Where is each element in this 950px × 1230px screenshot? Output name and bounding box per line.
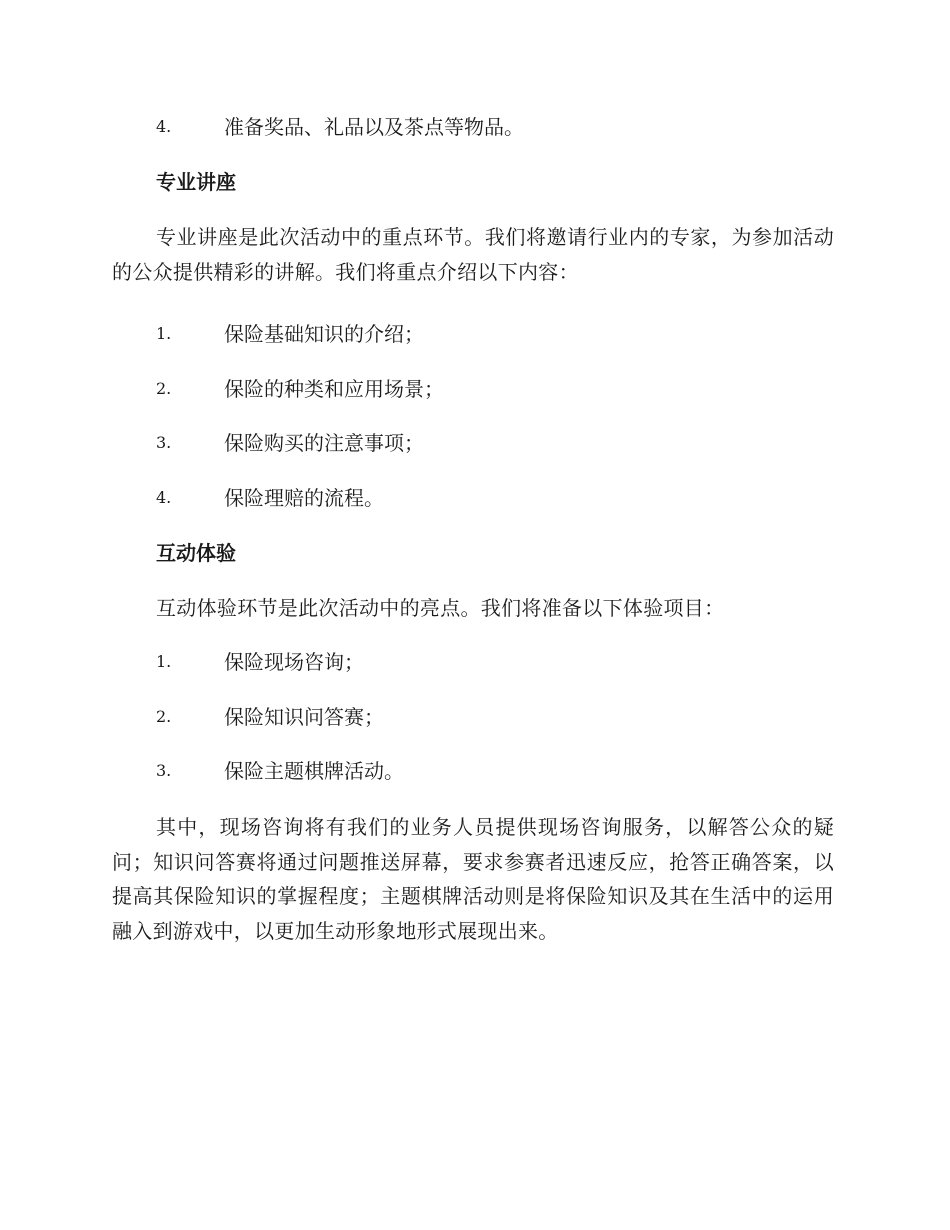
list-text: 保险现场咨询； [224, 650, 364, 674]
paragraph-lecture-intro: 专业讲座是此次活动中的重点环节。我们将邀请行业内的专家，为参加活动的公众提供精彩的讲解。我们将重点介绍以下内容： [112, 225, 834, 284]
list-text: 保险购买的注意事项； [224, 431, 424, 455]
section-heading-lecture: 专业讲座 [156, 170, 236, 194]
list-number: 3. [156, 761, 172, 780]
paragraph-interactive-intro: 互动体验环节是此次活动中的亮点。我们将准备以下体验项目： [156, 596, 725, 620]
list-number: 2. [156, 707, 172, 726]
list-number: 2. [156, 379, 172, 398]
list-number: 4. [156, 488, 172, 507]
list-text: 保险知识问答赛； [224, 705, 384, 729]
list-text: 准备奖品、礼品以及茶点等物品。 [224, 115, 524, 139]
list-text: 保险主题棋牌活动。 [224, 759, 404, 783]
section-heading-interactive: 互动体验 [156, 541, 236, 565]
list-number: 1. [156, 324, 172, 343]
list-number: 4. [156, 117, 172, 136]
paragraph-interactive-closing: 其中，现场咨询将有我们的业务人员提供现场咨询服务，以解答公众的疑问；知识问答赛将通过问题推送屏幕，要求参赛者迅速反应，抢答正确答案，以提高其保险知识的掌握程度；主题棋牌活动则是将保险知识及其在生活中的运用融入到游戏中，以更加生动形象地形式展现出来。 [112, 815, 834, 943]
list-text: 保险基础知识的介绍； [224, 322, 424, 346]
list-text: 保险的种类和应用场景； [224, 377, 444, 401]
list-number: 1. [156, 652, 172, 671]
list-text: 保险理赔的流程。 [224, 486, 384, 510]
list-number: 3. [156, 433, 172, 452]
